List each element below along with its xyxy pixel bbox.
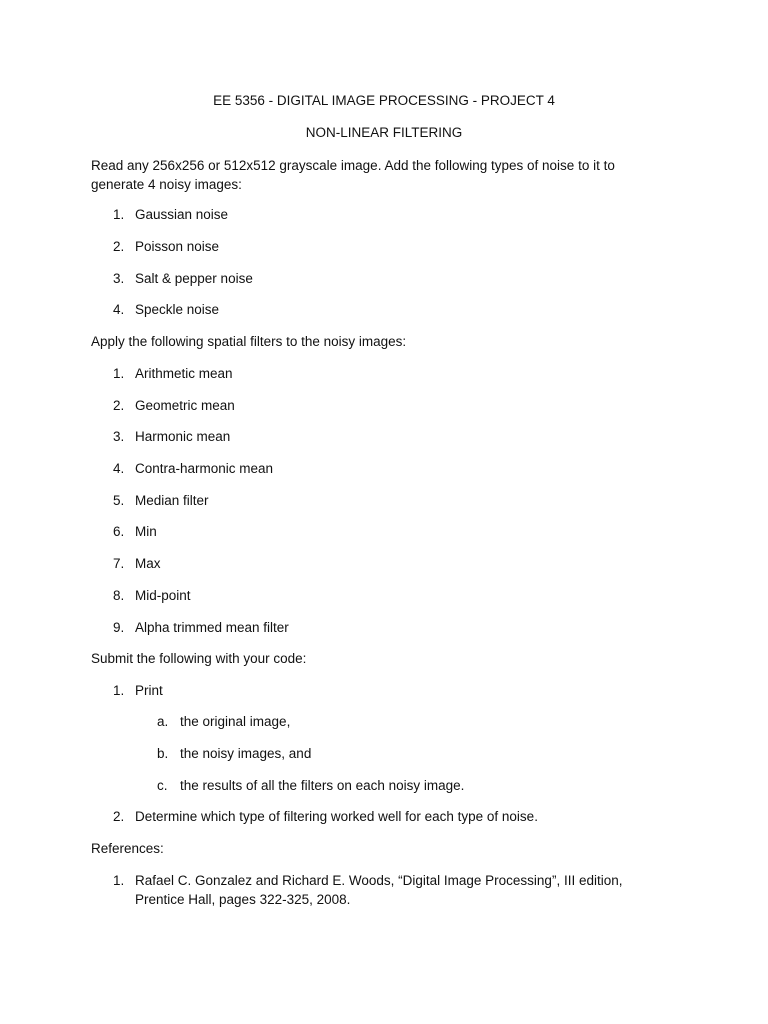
list-text: Determine which type of filtering worked well for each type of noise.	[135, 809, 538, 824]
list-number: 8.	[113, 588, 125, 603]
intro-paragraph: Read any 256x256 or 512x512 grayscale image. Add the following types of noise to it to generate 4 noisy images:	[91, 158, 615, 192]
list-number: 2.	[113, 239, 125, 254]
sub-list-item	[157, 776, 657, 795]
list-item	[113, 237, 653, 256]
list-item	[113, 681, 653, 700]
list-item	[113, 364, 653, 383]
submit-intro: Submit the following with your code:	[91, 651, 307, 666]
list-text: Alpha trimmed mean filter	[135, 620, 289, 635]
list-item	[113, 396, 653, 415]
reference-text: Rafael C. Gonzalez and Richard E. Woods, “Digital Image Processing”, III edition, Prentice Hall, pages 322-325, 2008.	[135, 873, 623, 907]
list-item	[113, 459, 653, 478]
references-heading: References:	[91, 841, 164, 856]
sub-list-letter: b.	[157, 746, 169, 761]
list-text: Print	[135, 683, 163, 698]
sub-list-text: the original image,	[180, 714, 291, 729]
list-text: Max	[135, 556, 161, 571]
list-number: 1.	[113, 873, 125, 888]
list-number: 6.	[113, 524, 125, 539]
reference-item	[113, 871, 653, 909]
list-item	[113, 205, 653, 224]
list-item	[113, 491, 653, 510]
list-item	[113, 586, 653, 605]
filters-intro: Apply the following spatial filters to the noisy images:	[91, 334, 407, 349]
list-item	[113, 269, 653, 288]
list-item	[113, 554, 653, 573]
list-number: 7.	[113, 556, 125, 571]
sub-list-item	[157, 744, 657, 763]
list-item	[113, 522, 653, 541]
document-subtitle: NON-LINEAR FILTERING	[305, 125, 463, 140]
list-text: Speckle noise	[135, 302, 220, 317]
list-number: 2.	[113, 809, 125, 824]
sub-list-letter: c.	[157, 778, 168, 793]
sub-list-text: the noisy images, and	[180, 746, 312, 761]
list-number: 9.	[113, 620, 125, 635]
list-number: 4.	[113, 302, 125, 317]
list-text: Contra-harmonic mean	[135, 461, 274, 476]
list-text: Gaussian noise	[135, 207, 229, 222]
list-number: 5.	[113, 493, 125, 508]
sub-list-item	[157, 712, 657, 731]
list-item	[113, 618, 653, 637]
list-text: Salt & pepper noise	[135, 271, 253, 286]
list-item	[113, 807, 653, 826]
document-title: EE 5356 - DIGITAL IMAGE PROCESSING - PROJECT 4	[213, 93, 555, 108]
list-text: Geometric mean	[135, 398, 235, 413]
list-item	[113, 300, 653, 319]
list-number: 1.	[113, 207, 125, 222]
sub-list-letter: a.	[157, 714, 169, 729]
list-text: Mid-point	[135, 588, 191, 603]
list-text: Poisson noise	[135, 239, 220, 254]
list-item	[113, 427, 653, 446]
sub-list-text: the results of all the filters on each noisy image.	[180, 778, 465, 793]
list-text: Median filter	[135, 493, 209, 508]
list-number: 3.	[113, 429, 125, 444]
list-number: 1.	[113, 366, 125, 381]
list-number: 3.	[113, 271, 125, 286]
list-text: Min	[135, 524, 157, 539]
list-number: 4.	[113, 461, 125, 476]
list-text: Harmonic mean	[135, 429, 231, 444]
list-text: Arithmetic mean	[135, 366, 233, 381]
list-number: 1.	[113, 683, 125, 698]
list-number: 2.	[113, 398, 125, 413]
